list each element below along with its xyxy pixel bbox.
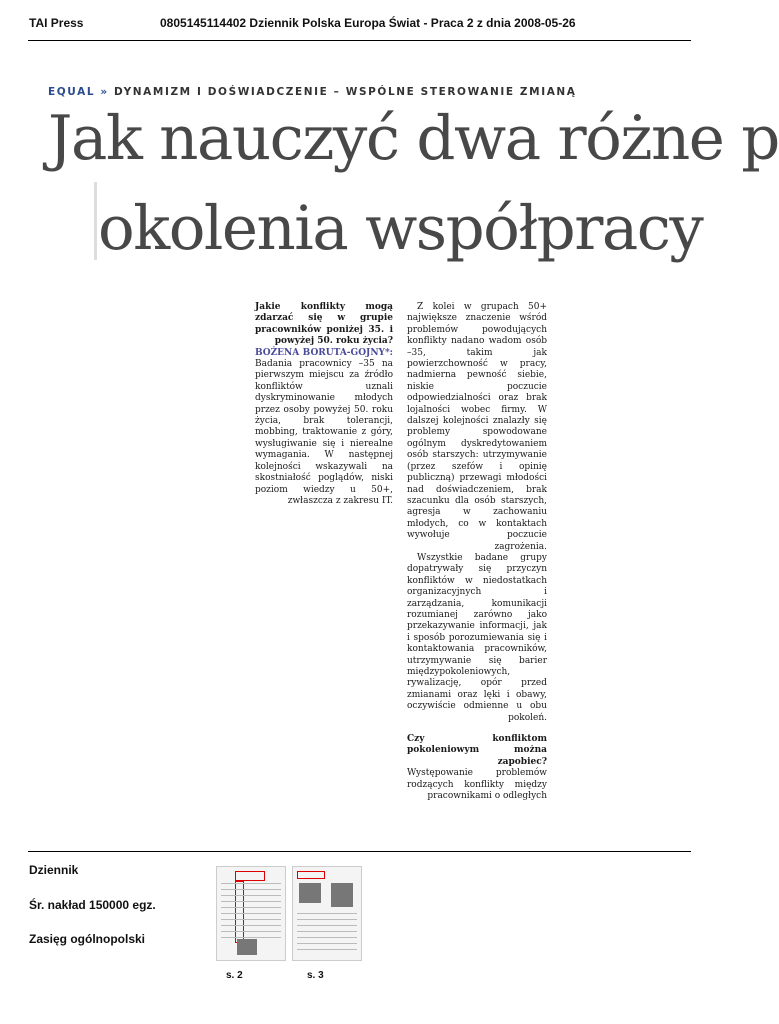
headline-line-2: okolenia współpracy — [98, 193, 703, 264]
thumbnail-photo — [299, 883, 321, 903]
footer-divider — [28, 851, 691, 852]
page-thumbnail-2[interactable] — [216, 866, 286, 961]
thumbnail-photo — [331, 883, 353, 907]
kicker-text: DYNAMIZM I DOŚWIADCZENIE – WSPÓLNE STEROWANIE ZMIANĄ — [114, 86, 577, 98]
article-column-2 — [407, 302, 547, 802]
article-clipping — [38, 70, 779, 802]
header-divider — [28, 40, 691, 41]
highlight-box — [235, 881, 244, 943]
page-label-2: s. 2 — [226, 970, 243, 981]
document-info: 0805145114402 Dziennik Polska Europa Świat - Praca 2 z dnia 2008-05-26 — [160, 16, 576, 30]
section-kicker — [48, 86, 577, 98]
distribution-range: Zasięg ogólnopolski — [29, 932, 146, 946]
highlight-box — [235, 871, 265, 881]
circulation: Śr. nakład 150000 egz. — [29, 898, 156, 912]
interviewee-name: BOŻENA BORUTA-GOJNY*: — [255, 347, 393, 358]
page-thumbnail-3[interactable] — [292, 866, 362, 961]
answer-text: Badania pracownicy –35 na pierwszym miejscu za źródło konfliktów uznali dyskryminowanie młodych przez osoby powyżej 50. roku życia, brak tolerancji, mobbing, traktowanie z góry, wysługiwanie się i nierealne wymagania. W następnej kolejności wskazywali na skostniałość poglądów, niski poziom wiedzy u 50+, zwłaszcza z zakresu IT. — [255, 359, 393, 506]
kicker-brand: EQUAL » — [48, 86, 109, 98]
article-column-1 — [255, 302, 393, 506]
highlight-box — [297, 871, 325, 879]
headline-line-1: Jak nauczyć dwa różne p — [48, 103, 779, 174]
answer-text: Występowanie problemów rodzących konflikty między pracownikami o odległych — [407, 768, 547, 802]
interview-question: Jakie konflikty mogą zdarzać się w grupie pracowników poniżej 35. i powyżej 50. roku życia? — [255, 302, 393, 347]
interview-question: Czy konfliktom pokoleniowym można zapobiec? — [407, 734, 547, 767]
paragraph: Z kolei w grupach 50+ największe znaczenie wśród problemów powodujących konflikty nadano wadom osób –35, takim jak powierzchowność w pracy, nadmierna pewność siebie, niskie poczucie odpowiedzialności oraz brak lojalności wobec firmy. W dalszej kolejności znalazły się problemy spowodowane ogólnym dyskredytowaniem osób starszych: utrzymywanie (przez szefów i opinię publiczną) przewagi młodości nad doświadczeniem, brak szacunku dla osób starszych, agresja w zachowaniu młodych, co w kontaktach wywołuje poczucie zagrożenia. — [407, 302, 547, 552]
clipping-edge — [94, 182, 97, 260]
paragraph: Wszystkie badane grupy dopatrywały się przyczyn konfliktów w niedostatkach organizacyjnych i zarządzania, komunikacji rozumianej zarówno jako przekazywanie informacji, jak i sposób porozumiewania się i kontaktowania pracowników, utrzymywanie się barier międzypokoleniowych, rywalizację, opór przed zmianami oraz lęki i obawy, oczywiście odmienne u obu pokoleń. — [407, 552, 547, 723]
thumbnail-photo — [237, 939, 257, 955]
paragraph — [407, 734, 547, 802]
page-label-3: s. 3 — [307, 970, 324, 981]
source-name: TAI Press — [29, 16, 84, 30]
publication-type: Dziennik — [29, 863, 79, 877]
